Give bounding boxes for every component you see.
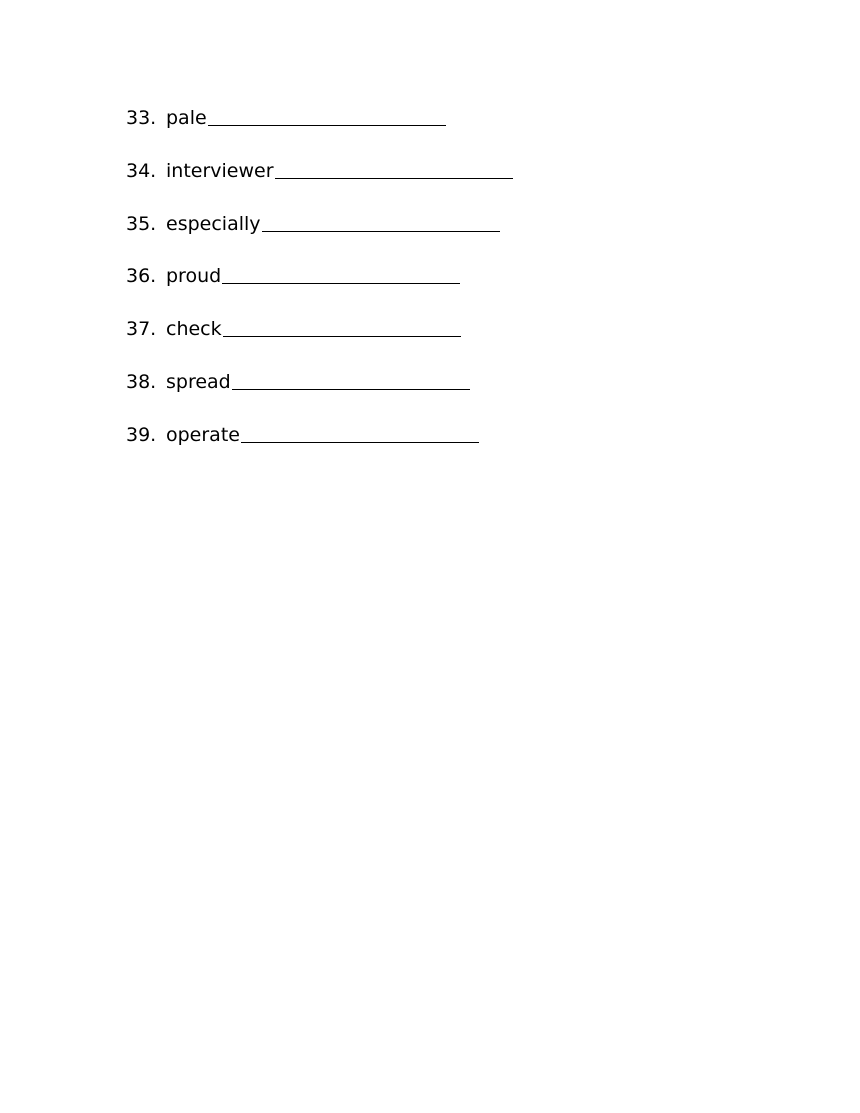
list-item	[126, 210, 513, 263]
item-number: 36.	[126, 265, 157, 288]
item-number: 33.	[126, 107, 157, 129]
item-word: spread	[166, 370, 231, 393]
vocabulary-list	[126, 104, 513, 474]
list-item	[126, 104, 513, 157]
list-item	[126, 421, 513, 474]
list-item	[126, 368, 513, 421]
answer-blank-line	[262, 230, 500, 232]
list-item	[126, 315, 513, 368]
item-number: 38.	[126, 370, 157, 393]
item-word: interviewer	[166, 159, 274, 182]
answer-blank-line	[222, 282, 460, 284]
list-item	[126, 262, 513, 315]
item-number: 35.	[126, 212, 157, 235]
item-number: 34.	[126, 159, 157, 182]
item-word: proud	[166, 265, 222, 288]
answer-blank-line	[241, 441, 479, 443]
item-number: 37.	[126, 318, 157, 341]
answer-blank-line	[275, 177, 513, 179]
answer-blank-line	[223, 335, 461, 337]
item-word: pale	[166, 107, 207, 129]
item-word: especially	[166, 212, 261, 235]
answer-blank-line	[208, 124, 446, 126]
item-word: operate	[166, 423, 240, 446]
item-number: 39.	[126, 423, 157, 446]
list-item	[126, 157, 513, 210]
answer-blank-line	[232, 388, 470, 390]
item-word: check	[166, 318, 222, 341]
